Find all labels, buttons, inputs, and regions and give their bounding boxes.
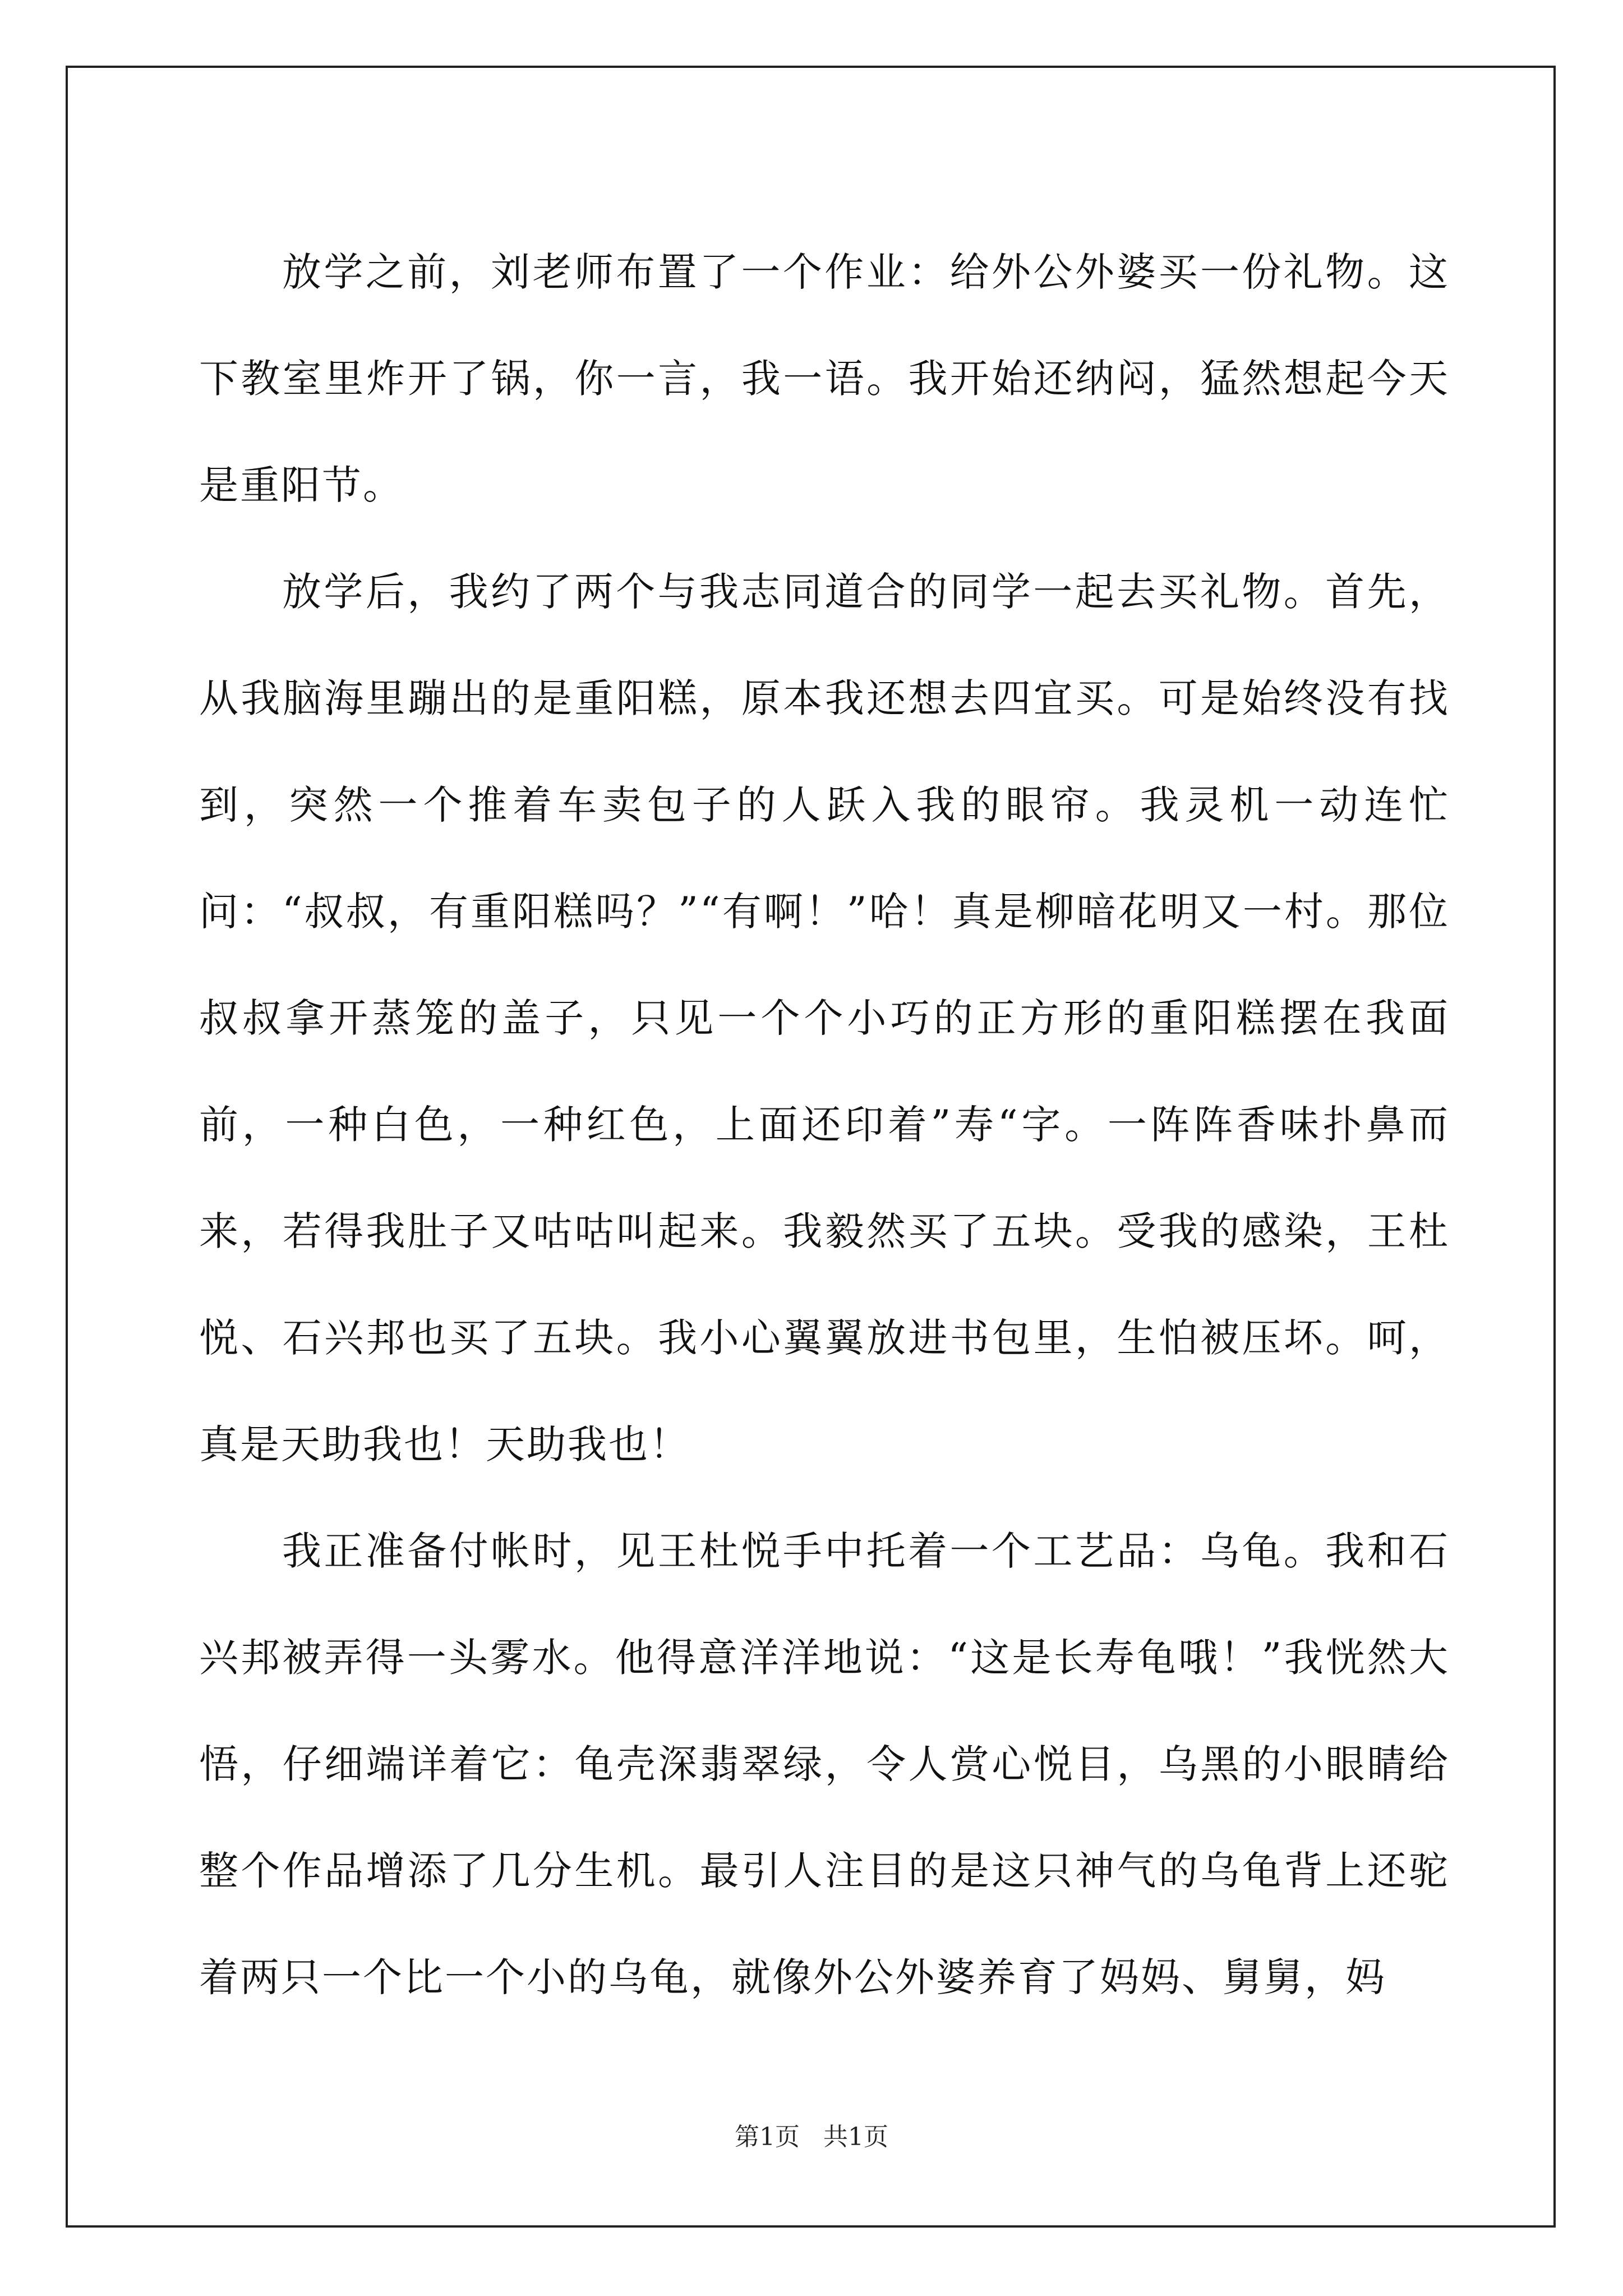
document-body bbox=[199, 219, 1450, 2031]
page-number-label: 第1页 共1页 bbox=[735, 2123, 888, 2151]
page-footer bbox=[0, 2120, 1623, 2154]
paragraph-3: 我正准备付帐时，见王杜悦手中托着一个工艺品：乌龟。我和石兴邦被弄得一头雾水。他得意洋洋地说：“这是长寿龟哦！”我恍然大悟，仔细端详着它：龟壳深翡翠绿，令人赏心悦目，乌黑的小眼睛给整个作品增添了几分生机。最引人注目的是这只神气的乌龟背上还驼着两只一个比一个小的乌龟，就像外公外婆养育了妈妈、舅舅，妈 bbox=[199, 1528, 1450, 2000]
paragraph-2: 放学后，我约了两个与我志同道合的同学一起去买礼物。首先，从我脑海里蹦出的是重阳糕，原本我还想去四宜买。可是始终没有找到，突然一个推着车卖包子的人跃入我的眼帘。我灵机一动连忙问：“叔叔，有重阳糕吗？”“有啊！”哈！真是柳暗花明又一村。那位叔叔拿开蒸笼的盖子，只见一个个小巧的正方形的重阳糕摆在我面前，一种白色，一种红色，上面还印着”寿“字。一阵阵香味扑鼻而来，若得我肚子又咕咕叫起来。我毅然买了五块。受我的感染，王杜悦、石兴邦也买了五块。我小心翼翼放进书包里，生怕被压坏。呵，真是天助我也！天助我也！ bbox=[199, 569, 1450, 1467]
paragraph-1: 放学之前，刘老师布置了一个作业：给外公外婆买一份礼物。这下教室里炸开了锅，你一言，我一语。我开始还纳闷，猛然想起今天是重阳节。 bbox=[199, 249, 1450, 508]
